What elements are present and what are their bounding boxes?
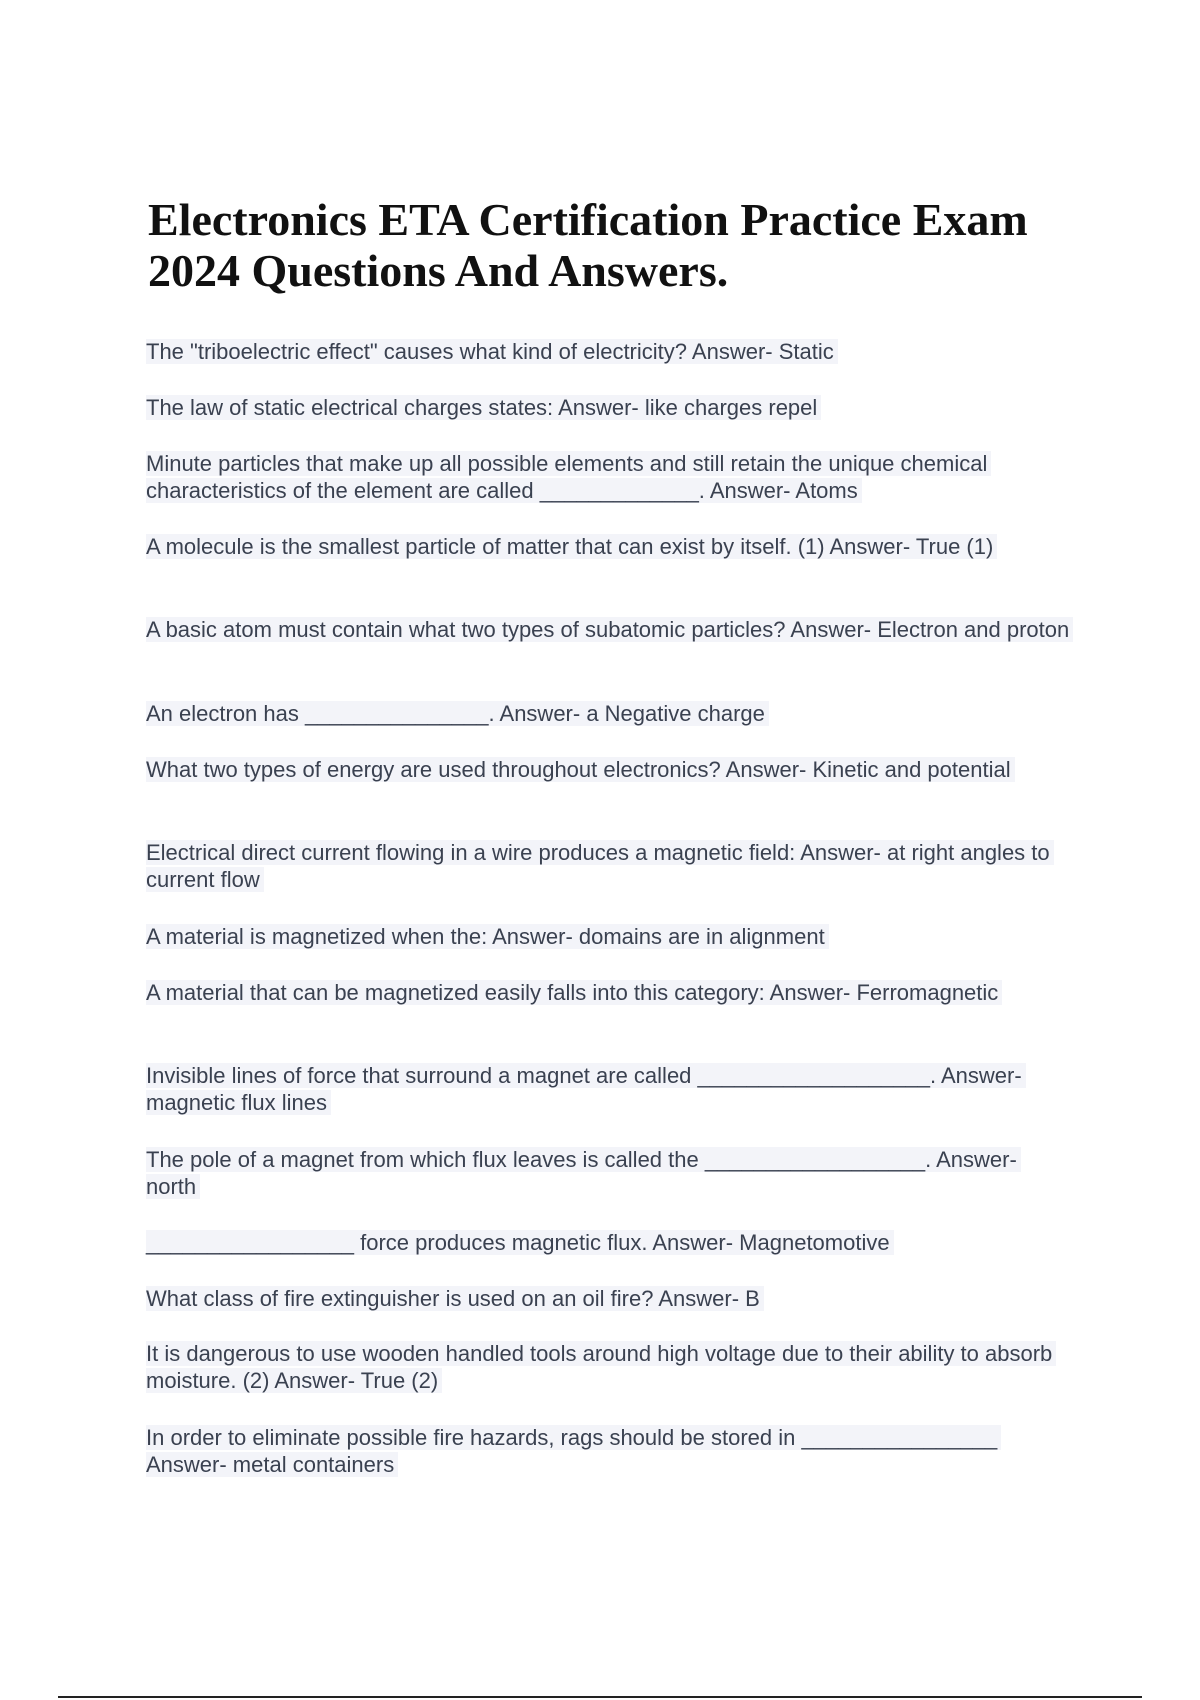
qa-item-text: What class of fire extinguisher is used on an oil fire? Answer- B	[146, 1286, 764, 1311]
qa-item-text: An electron has _______________. Answer- a Negative charge	[146, 701, 769, 726]
qa-item-text: A material is magnetized when the: Answer- domains are in alignment	[146, 924, 829, 949]
qa-item-text: The law of static electrical charges states: Answer- like charges repel	[146, 395, 821, 420]
qa-item-14	[146, 1285, 764, 1312]
qa-item-9	[146, 923, 829, 950]
document-title: Electronics ETA Certification Practice Exam 2024 Questions And Answers.	[148, 194, 1028, 296]
qa-item-text: The "triboelectric effect" causes what kind of electricity? Answer- Static	[146, 339, 838, 364]
qa-item-5	[146, 616, 1073, 643]
qa-item-11	[146, 1062, 1076, 1116]
qa-item-15	[146, 1340, 1076, 1394]
qa-item-text: In order to eliminate possible fire hazards, rags should be stored in ________________ Answer- metal containers	[146, 1425, 1001, 1477]
qa-item-1	[146, 338, 838, 365]
qa-item-16	[146, 1424, 1076, 1478]
qa-item-2	[146, 394, 821, 421]
qa-item-10	[146, 979, 1002, 1006]
qa-item-3	[146, 450, 1076, 504]
qa-item-6	[146, 700, 769, 727]
footer-rule	[58, 1696, 1142, 1698]
qa-item-text: A basic atom must contain what two types of subatomic particles? Answer- Electron and proton	[146, 617, 1073, 642]
qa-item-8	[146, 839, 1076, 893]
qa-item-text: A material that can be magnetized easily falls into this category: Answer- Ferromagnetic	[146, 980, 1002, 1005]
qa-item-text: What two types of energy are used throughout electronics? Answer- Kinetic and potential	[146, 757, 1015, 782]
qa-item-7	[146, 756, 1015, 783]
qa-item-text: Minute particles that make up all possible elements and still retain the unique chemical characteristics of the element are called _____________. Answer- Atoms	[146, 451, 991, 503]
qa-item-4	[146, 533, 997, 560]
qa-item-text: Invisible lines of force that surround a magnet are called ___________________. Answer- magnetic flux lines	[146, 1063, 1026, 1115]
qa-item-text: It is dangerous to use wooden handled tools around high voltage due to their ability to absorb moisture. (2) Answer- True (2)	[146, 1341, 1056, 1393]
qa-item-text: The pole of a magnet from which flux leaves is called the __________________. Answer- north	[146, 1147, 1021, 1199]
qa-item-text: A molecule is the smallest particle of matter that can exist by itself. (1) Answer- True (1)	[146, 534, 997, 559]
qa-item-text: Electrical direct current flowing in a wire produces a magnetic field: Answer- at right angles to current flow	[146, 840, 1054, 892]
qa-item-12	[146, 1146, 1076, 1200]
qa-item-text: _________________ force produces magnetic flux. Answer- Magnetomotive	[146, 1230, 894, 1255]
qa-item-13	[146, 1229, 894, 1256]
